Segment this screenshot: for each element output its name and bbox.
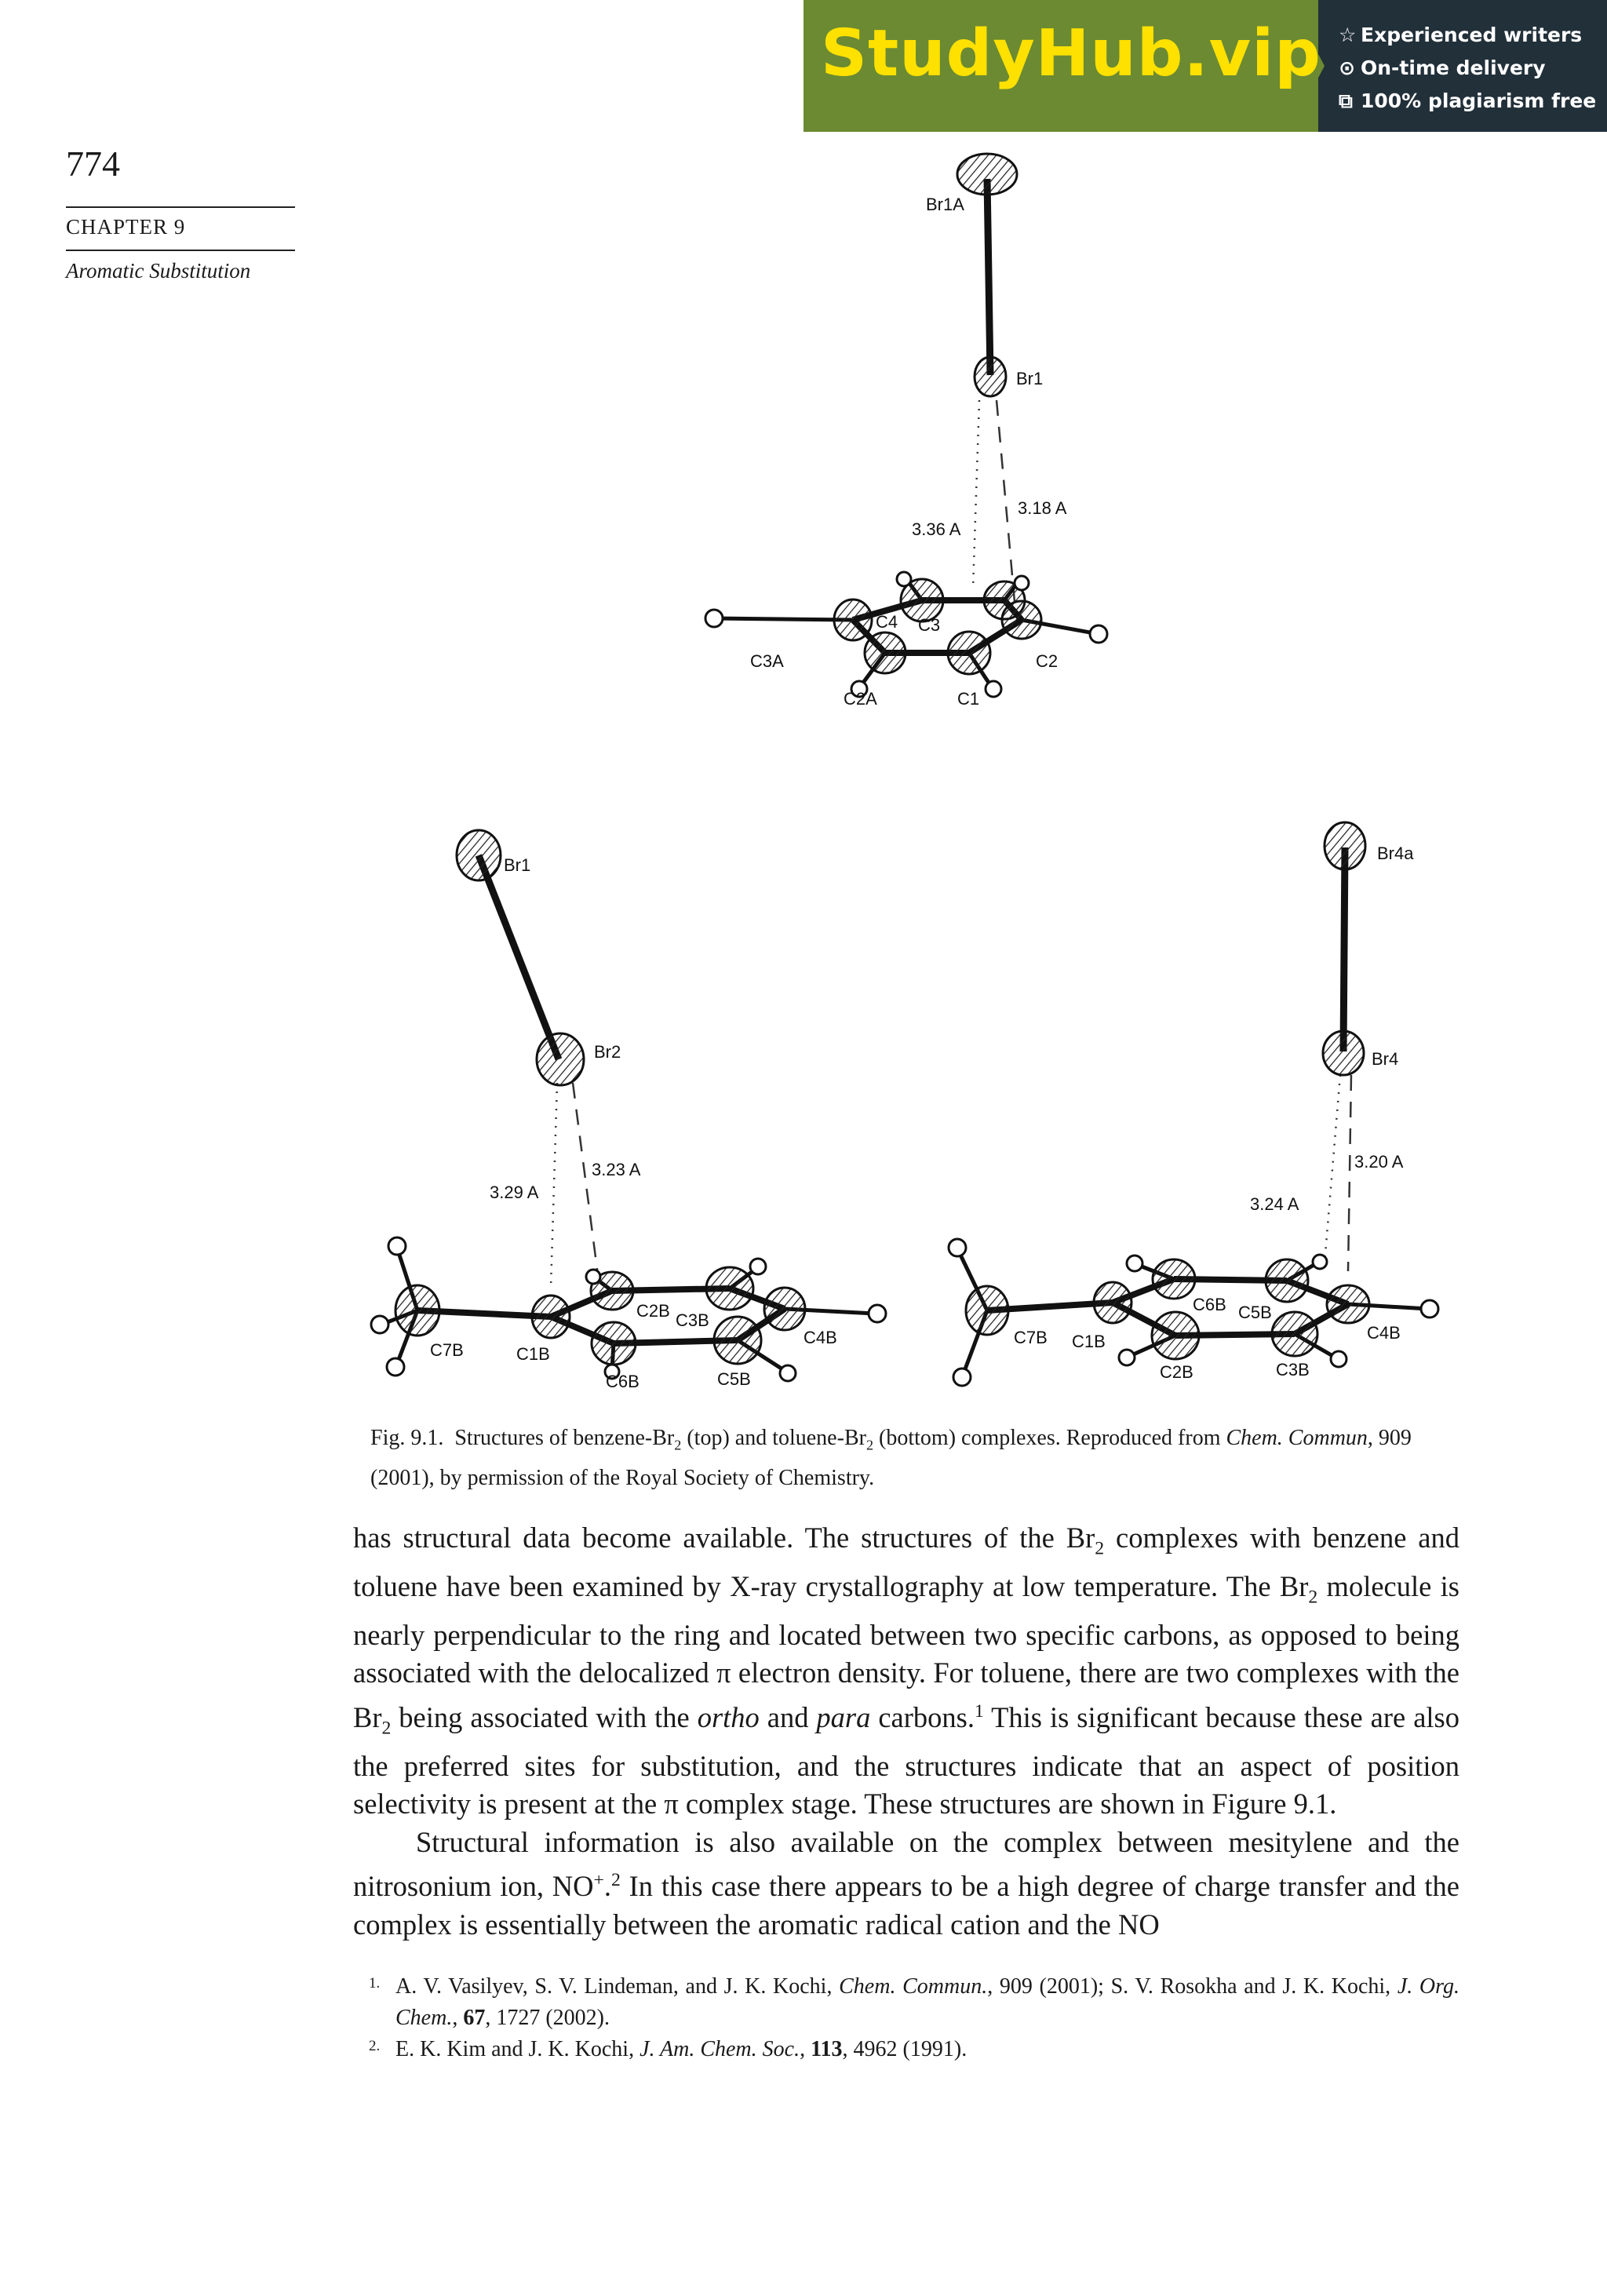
feature-on-time-delivery (1339, 52, 1596, 85)
footnote-mark: 2. (369, 2038, 381, 2054)
header-rule (66, 206, 295, 208)
journal-name: J. Org. Chem. (395, 1974, 1459, 2030)
caption-text: (bottom) complexes. Reproduced from (873, 1426, 1226, 1450)
subscript: 2 (1095, 1538, 1105, 1559)
text-run: , (452, 2006, 464, 2030)
atom-label: Br1 (504, 855, 531, 875)
toluene-br2-complex-left (371, 830, 886, 1391)
text-run: E. K. Kim and J. K. Kochi, (395, 2037, 640, 2061)
atom-label: C7B (1014, 1328, 1048, 1347)
atom-label: C1B (516, 1344, 550, 1364)
banner-features (1339, 19, 1596, 118)
atom-label: C2 (1036, 651, 1059, 671)
toluene-br2-complex-right (949, 822, 1438, 1386)
paragraph (353, 1519, 1459, 1824)
feature-label: On-time delivery (1361, 56, 1546, 79)
header-rule (66, 250, 295, 251)
atom-label: C3B (1276, 1360, 1310, 1379)
text-run: This is significant because these are also the preferred sites for substitution, and the structures indicate that an aspect of position selectivity is present at the π complex stage. These structures are shown in Figure 9.1. (353, 1700, 1459, 1820)
atom-label: C3B (676, 1310, 709, 1330)
chapter-title: Aromatic Substitution (66, 259, 251, 282)
footnote-1 (369, 1971, 1459, 2034)
distance-label: 3.20 A (1354, 1152, 1404, 1172)
text-run: Structural information is also available on the complex between mesitylene and the nitrosonium ion, NO (353, 1825, 1459, 1903)
footnotes (369, 1971, 1459, 2065)
journal-name: Chem. Commun. (839, 1974, 988, 1999)
superscript: + (593, 1870, 604, 1891)
feature-label: Experienced writers (1361, 24, 1583, 46)
italic-term: para (816, 1700, 871, 1733)
advert-banner[interactable] (804, 0, 1607, 132)
benzene-br2-complex (705, 154, 1107, 709)
text-run: , 1727 (2002). (485, 2006, 610, 2030)
feature-plagiarism-free (1339, 85, 1596, 118)
text-run: . (603, 1870, 611, 1903)
atom-label: C3A (750, 651, 784, 671)
atom-label: Br4 (1372, 1049, 1399, 1069)
chapter-label: CHAPTER 9 (66, 215, 186, 239)
subscript: 2 (865, 1437, 874, 1453)
atom-label: C2A (844, 689, 877, 709)
atom-label: C4 (876, 612, 898, 632)
atom-label: C1B (1072, 1332, 1106, 1351)
atom-label: C4B (1367, 1323, 1401, 1343)
distance-label: 3.23 A (592, 1160, 641, 1179)
atom-label: C1 (957, 689, 980, 709)
star-icon: ☆ (1339, 24, 1357, 46)
footnote-ref[interactable]: 1 (974, 1700, 984, 1722)
subscript: 2 (674, 1437, 682, 1453)
footnote-mark: 1. (369, 1975, 381, 1992)
subscript: 2 (381, 1718, 392, 1739)
atom-label: C5B (1238, 1303, 1272, 1322)
atom-label: C5B (717, 1369, 751, 1389)
subscript: 2 (1308, 1587, 1318, 1608)
clock-icon: ⊙ (1339, 56, 1355, 79)
page-number: 774 (66, 144, 120, 184)
footnote-2 (369, 2034, 1459, 2065)
text-run: molecule is nearly perpendicular to the ring and located between two specific carbons, as opposed to being associated with the delocalized π electron density. For toluene, there are two complexes with the Br (353, 1569, 1459, 1733)
figure-9-1 (345, 149, 1507, 1405)
caption-text: Structures of benzene-Br (454, 1426, 675, 1450)
distance-label: 3.18 A (1018, 498, 1067, 518)
text-run: In this case there appears to be a high degree of charge transfer and the complex is essentially between the aromatic radical cation and the NO (353, 1870, 1459, 1941)
atom-label: C6B (1193, 1295, 1226, 1314)
text-run: complexes with benzene and toluene have been examined by X-ray crystallography at low temperature. The Br (353, 1522, 1460, 1602)
studyhub-logo[interactable]: StudyHub.vip (821, 16, 1321, 91)
paragraph (353, 1824, 1459, 1944)
atom-label: C2B (1160, 1362, 1193, 1382)
atom-label: Br1 (1016, 369, 1044, 388)
text-run: and (759, 1700, 817, 1733)
journal-name: J. Am. Chem. Soc. (640, 2037, 800, 2061)
text-run: carbons. (870, 1700, 975, 1733)
caption-text: , 909 (2001), by permission of the Royal Society of Chemistry. (370, 1426, 1412, 1490)
feature-label: 100% plagiarism free (1361, 89, 1597, 112)
atom-label: C3 (918, 615, 941, 635)
atom-label: C7B (430, 1340, 464, 1360)
volume: 113 (811, 2037, 843, 2061)
feature-experienced-writers (1339, 19, 1596, 52)
atom-label: Br1A (926, 195, 964, 214)
figure-caption (370, 1422, 1461, 1494)
volume: 67 (463, 2006, 486, 2030)
italic-term: ortho (697, 1700, 760, 1733)
copy-icon: ⧉ (1339, 89, 1353, 112)
distance-label: 3.29 A (490, 1183, 539, 1202)
text-run: A. V. Vasilyev, S. V. Lindeman, and J. K. Kochi, (395, 1974, 840, 1999)
caption-label: Fig. 9.1. (370, 1426, 444, 1450)
atom-label: C4B (804, 1328, 837, 1347)
distance-label: 3.24 A (1250, 1194, 1299, 1214)
body-text (353, 1519, 1459, 1944)
text-run: has structural data become available. The structures of the Br (353, 1522, 1095, 1554)
text-run: , 4962 (1991). (842, 2037, 967, 2061)
atom-label: C2B (636, 1301, 670, 1321)
atom-label: Br4a (1377, 844, 1414, 863)
caption-text: (top) and toluene-Br (681, 1426, 866, 1450)
atom-label: C6B (606, 1372, 640, 1391)
atom-label: Br2 (594, 1042, 621, 1062)
footnote-ref[interactable]: 2 (611, 1870, 621, 1891)
text-run: , (800, 2037, 811, 2061)
distance-label: 3.36 A (912, 519, 961, 539)
crystal-structures (345, 149, 1507, 1405)
text-run: , 909 (2001); S. V. Rosokha and J. K. Kochi, (987, 1974, 1397, 1999)
text-run: being associated with the (391, 1700, 698, 1733)
caption-journal: Chem. Commun (1226, 1426, 1368, 1450)
